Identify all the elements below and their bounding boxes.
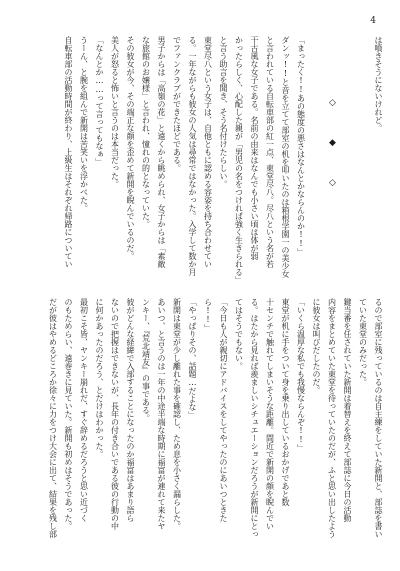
text-line: に何かあったのだろう、とだけはわかった。 xyxy=(95,298,104,458)
text-line: ていた東堂のみだった。 xyxy=(358,298,368,386)
text-line: るので部室に残っているのは自主練をしていた新開と、部誌を書い xyxy=(374,298,383,538)
text-line: でファンクラブができたほどである。 xyxy=(172,36,182,172)
text-line: 自転車部の活動時間が終わり、上級生はそれぞれ帰路についてい xyxy=(64,36,73,268)
section-break-ornament xyxy=(324,36,340,290)
text-line: あいつ、と言うのは一年の中途半端な時期に福富が連れて来たヤ xyxy=(157,298,166,530)
text-line: 十センチで触れてしまいそうな距離。間近で新開の顔を睨んでい xyxy=(265,298,275,530)
text-line: な旅館のお嬢様」と言われ、憧れの的となっていた。 xyxy=(141,36,151,228)
text-line: 美人が怒ると怖いと言うのは本当だった。 xyxy=(110,36,120,188)
upper-text-tier xyxy=(46,36,386,290)
text-line: 「なんとか……って言ってもなぁ」 xyxy=(95,36,104,166)
text-line: 干古風な女子である。名前の由来はなんでも小さい頃は体が弱 xyxy=(250,36,259,260)
text-line: てはそうでもない。 xyxy=(234,298,244,370)
text-line: ら!!」 xyxy=(203,298,213,332)
page-number: 4 xyxy=(370,16,376,26)
text-line: 鍵当番を任されていた新開は着替えを終えて部誌に今日の活動 xyxy=(343,298,352,522)
diamond-outline-icon: ◇ xyxy=(327,98,338,108)
lower-text-tier xyxy=(46,298,386,552)
text-line: 新開は東堂が少し離れた事を確認し、ため息を小さく漏らした。 xyxy=(172,298,182,530)
text-line: その彼女が今、その端正な顔を歪めて新開を睨んでいるのだ。 xyxy=(126,36,135,260)
text-line: 「今日も人が親切にアドバイスをしてやったのにあいつときた xyxy=(219,298,228,522)
text-line: のもためらい、遠巻きに見ていた。新開も初めはそうであった。 xyxy=(64,298,73,530)
text-line: 「やっぱりその、話題…だよな」 xyxy=(188,298,197,419)
text-line: る。一年ながらも彼女の人気は尋常ではなかった。入学して数か月 xyxy=(188,36,197,276)
text-line: と言う助言を聞き、そう名付けたらしい。 xyxy=(219,36,228,188)
text-line: る。はたから見れば羨ましいシチュエーションだろうが新開にとっ xyxy=(250,298,259,538)
diamond-outline-icon: ◇ xyxy=(327,178,338,188)
text-line: 東堂が机に手をついて身を乗り出しているおかげであと数 xyxy=(281,298,290,506)
filled-diamond-icon: ◆ xyxy=(327,138,338,148)
text-line: ないので把握はできないが、長年の付き合いである彼の行動の中 xyxy=(110,298,120,530)
text-line: 東堂尽八という女子は、自他ともに認める容姿を持ち合わせてい xyxy=(203,36,213,268)
text-line: と言われている自転車部の紅一点、東堂尽八。尽八という名が若 xyxy=(265,36,275,268)
text-line: に彼女は叫びだしたのだ。 xyxy=(312,298,321,394)
text-line: かったらしく、心配した親が「男児の名をつければ強く生きられる」 xyxy=(234,36,244,284)
text-line: 「いくら温厚な私でも我慢ならんぞ!!」 xyxy=(296,298,306,452)
text-line: 男子からは「高嶺の花」と遠くから眺められ、女子からは「素敵 xyxy=(157,36,166,268)
text-line: 「まったく!!あの態度の悪さはなんとかならんのか!!」 xyxy=(296,36,306,256)
text-line: 最初こそ皆、ヤンキー崩れだ、すぐ辞めるだろうと思い近づく xyxy=(79,298,89,522)
text-line: だが彼はやめるどころか徐々に力をつけ大会に出て、結果を残し部 xyxy=(48,298,58,538)
text-line: ンキー、『荒北靖友』の事である。 xyxy=(141,298,151,422)
text-line: 内容をまとめていた東堂を待っていたのだが、ふと思い出したよう xyxy=(327,298,337,538)
text-line: ダンッ!!と音を立てて部室の机を叩いたのは箱根学園一の美少女 xyxy=(281,36,290,278)
text-line: うーん、と腕を組んで新開は苦笑いを浮かべた。 xyxy=(79,36,89,212)
text-line: 彼がどんな経緯で入部することになったのか福富はあまり語ら xyxy=(126,298,135,522)
text-line: は噴きそうにないけれど。 xyxy=(374,36,383,132)
